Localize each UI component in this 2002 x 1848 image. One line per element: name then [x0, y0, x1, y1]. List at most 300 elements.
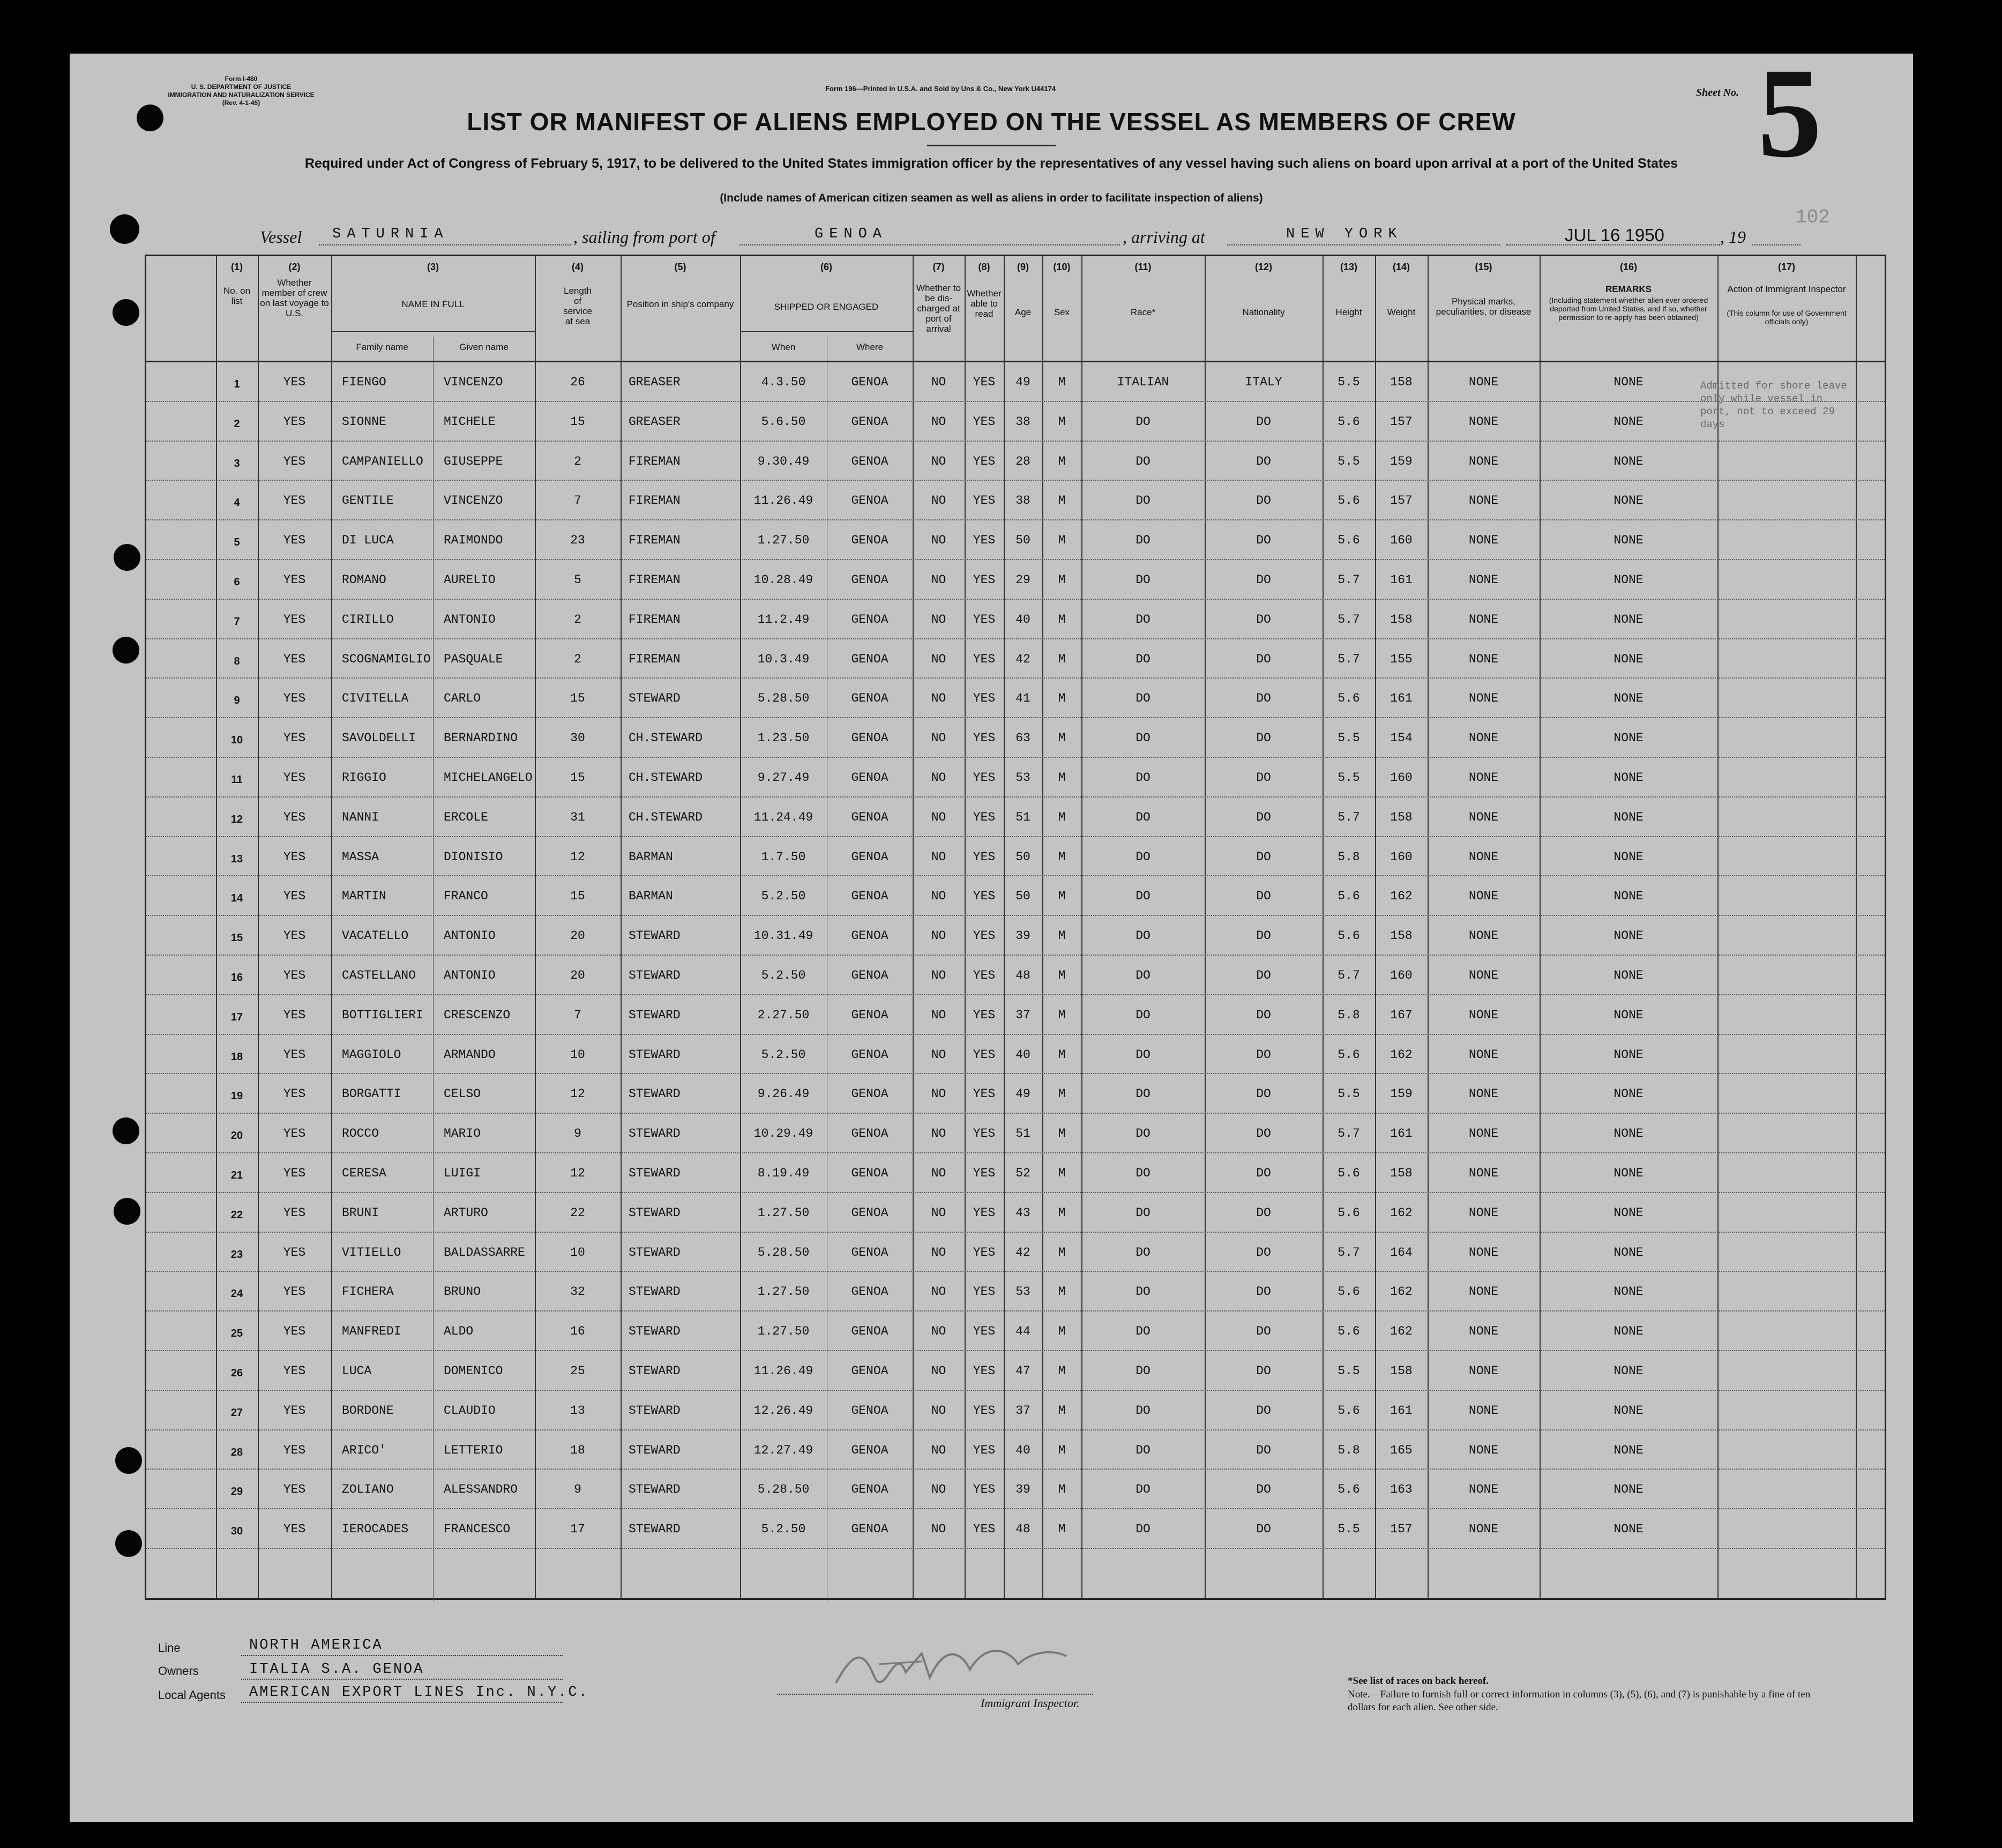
height-cell: 5.5: [1338, 731, 1360, 746]
age-cell: 50: [1015, 889, 1030, 904]
race-cell: DO: [1136, 889, 1151, 904]
last-voyage-cell: YES: [283, 414, 306, 429]
race-cell: DO: [1136, 1166, 1151, 1180]
service-length-cell: 12: [570, 1166, 585, 1180]
shipped-where-cell: GENOA: [851, 1127, 888, 1141]
weight-cell: 161: [1390, 573, 1413, 587]
shipped-when-cell: 5.28.50: [757, 1482, 810, 1497]
last-voyage-cell: YES: [283, 573, 306, 587]
shipped-when-cell: 9.27.49: [757, 771, 810, 785]
column-header-shipped: SHIPPED OR ENGAGED: [774, 302, 879, 312]
height-cell: 5.7: [1338, 652, 1360, 666]
height-cell: 5.6: [1338, 929, 1360, 943]
discharge-cell: NO: [931, 1403, 946, 1418]
table-row: [146, 442, 1885, 481]
height-cell: 5.7: [1338, 612, 1360, 627]
physical-marks-cell: NONE: [1468, 1087, 1499, 1101]
race-cell: DO: [1136, 929, 1151, 943]
weight-cell: 158: [1390, 810, 1413, 824]
column-header-family-name: Family name: [356, 342, 408, 352]
read-cell: YES: [973, 652, 996, 666]
age-cell: 48: [1015, 968, 1030, 982]
nationality-cell: DO: [1256, 494, 1271, 508]
manifest-sheet: [70, 54, 1913, 1822]
line-value: NORTH AMERICA: [249, 1637, 383, 1653]
family-name-cell: MASSA: [342, 850, 379, 864]
table-row: [146, 1153, 1885, 1193]
race-cell: DO: [1136, 968, 1151, 982]
table-row: [146, 560, 1885, 600]
weight-cell: 157: [1390, 1522, 1413, 1537]
last-voyage-cell: YES: [283, 771, 306, 785]
page-subtitle: Required under Act of Congress of February 5, 1917, to be delivered to the United States immigration officer by the representatives of any vessel having such aliens on board upon arrival at a port of the United States: [304, 156, 1678, 171]
shipped-where-cell: GENOA: [851, 1245, 888, 1260]
remarks-cell: NONE: [1613, 1245, 1644, 1260]
age-cell: 38: [1015, 414, 1030, 429]
family-name-cell: SAVOLDELLI: [342, 731, 416, 746]
family-name-cell: CIRILLO: [342, 612, 394, 627]
read-cell: YES: [973, 1087, 996, 1101]
shipped-where-cell: GENOA: [851, 691, 888, 706]
race-cell: DO: [1136, 1205, 1151, 1220]
service-length-cell: 10: [570, 1047, 585, 1062]
family-name-cell: FIENGO: [342, 375, 386, 389]
remarks-cell: NONE: [1613, 494, 1644, 508]
age-cell: 42: [1015, 1245, 1030, 1260]
nationality-cell: DO: [1256, 810, 1271, 824]
last-voyage-cell: YES: [283, 691, 306, 706]
crew-table: [145, 255, 1886, 1600]
last-voyage-cell: YES: [283, 1245, 306, 1260]
shipped-where-cell: GENOA: [851, 1364, 888, 1378]
family-name-cell: ROMANO: [342, 573, 386, 587]
race-cell: DO: [1136, 454, 1151, 468]
weight-cell: 162: [1390, 889, 1413, 904]
height-cell: 5.6: [1338, 1166, 1360, 1180]
service-length-cell: 5: [574, 573, 581, 587]
table-row: [146, 995, 1885, 1035]
given-name-cell: FRANCESCO: [444, 1522, 511, 1537]
age-cell: 47: [1015, 1364, 1030, 1378]
height-cell: 5.6: [1338, 691, 1360, 706]
shipped-when-cell: 1.27.50: [757, 1285, 810, 1299]
family-name-cell: LUCA: [342, 1364, 372, 1378]
race-cell: ITALIAN: [1117, 375, 1169, 389]
position-cell: STEWARD: [629, 691, 681, 706]
physical-marks-cell: NONE: [1468, 1245, 1499, 1260]
service-length-cell: 22: [570, 1205, 585, 1220]
family-name-cell: VACATELLO: [342, 929, 409, 943]
title-underline: [927, 145, 1056, 146]
sex-cell: M: [1058, 494, 1066, 508]
height-cell: 5.5: [1338, 1522, 1360, 1537]
position-cell: FIREMAN: [629, 533, 681, 548]
age-cell: 40: [1015, 1047, 1030, 1062]
row-number: 14: [230, 892, 243, 905]
sex-cell: M: [1058, 889, 1066, 904]
sex-cell: M: [1058, 414, 1066, 429]
shipped-where-cell: GENOA: [851, 533, 888, 548]
sex-cell: M: [1058, 1285, 1066, 1299]
table-row: [146, 1470, 1885, 1509]
given-name-cell: ERCOLE: [444, 810, 488, 824]
family-name-cell: CIVITELLA: [342, 691, 409, 706]
weight-cell: 155: [1390, 652, 1413, 666]
physical-marks-cell: NONE: [1468, 1443, 1499, 1457]
service-length-cell: 12: [570, 850, 585, 864]
age-cell: 51: [1015, 810, 1030, 824]
last-voyage-cell: YES: [283, 810, 306, 824]
race-cell: DO: [1136, 731, 1151, 746]
sex-cell: M: [1058, 810, 1066, 824]
column-number: (14): [1392, 262, 1410, 272]
nationality-cell: DO: [1256, 414, 1271, 429]
position-cell: STEWARD: [629, 1443, 681, 1457]
race-cell: DO: [1136, 1324, 1151, 1339]
weight-cell: 162: [1390, 1205, 1413, 1220]
given-name-cell: ARMANDO: [444, 1047, 496, 1062]
last-voyage-cell: YES: [283, 889, 306, 904]
service-length-cell: 25: [570, 1364, 585, 1378]
age-cell: 48: [1015, 1522, 1030, 1537]
age-cell: 49: [1015, 1087, 1030, 1101]
height-cell: 5.6: [1338, 1403, 1360, 1418]
instruction-note: (Include names of American citizen seamen as well as aliens in order to facilitate inspection of aliens): [720, 192, 1263, 204]
age-cell: 40: [1015, 612, 1030, 627]
position-cell: STEWARD: [629, 1482, 681, 1497]
service-length-cell: 23: [570, 533, 585, 548]
remarks-cell: NONE: [1613, 414, 1644, 429]
shipped-where-cell: GENOA: [851, 1166, 888, 1180]
shipped-where-cell: GENOA: [851, 1443, 888, 1457]
discharge-cell: NO: [931, 652, 946, 666]
nationality-cell: DO: [1256, 652, 1271, 666]
nationality-cell: DO: [1256, 1008, 1271, 1022]
last-voyage-cell: YES: [283, 929, 306, 943]
family-name-cell: BORGATTI: [342, 1087, 401, 1101]
position-cell: FIREMAN: [629, 612, 681, 627]
column-number: (7): [932, 262, 945, 272]
shipped-when-cell: 10.29.49: [753, 1127, 813, 1141]
given-name-cell: DOMENICO: [444, 1364, 503, 1378]
given-name-cell: ALDO: [444, 1324, 474, 1339]
service-length-cell: 32: [570, 1285, 585, 1299]
weight-cell: 164: [1390, 1245, 1413, 1260]
column-header-read: Whether able to read: [967, 288, 1002, 319]
given-name-cell: BERNARDINO: [444, 731, 518, 746]
physical-marks-cell: NONE: [1468, 850, 1499, 864]
column-header-weight: Weight: [1387, 307, 1416, 317]
shipped-where-cell: GENOA: [851, 889, 888, 904]
age-cell: 50: [1015, 850, 1030, 864]
service-length-cell: 31: [570, 810, 585, 824]
table-row: [146, 1351, 1885, 1391]
nationality-cell: DO: [1256, 1047, 1271, 1062]
row-number: 15: [230, 932, 243, 944]
height-cell: 5.6: [1338, 414, 1360, 429]
remarks-cell: NONE: [1613, 691, 1644, 706]
age-cell: 28: [1015, 454, 1030, 468]
penalty-note: Note.—Failure to furnish full or correct information in columns (3), (5), (6), and (7) is punishable by a fine of ten dollars for each alien. See other side.: [1348, 1689, 1811, 1713]
service-length-cell: 7: [574, 1008, 581, 1022]
shipped-where-cell: GENOA: [851, 1047, 888, 1062]
discharge-cell: NO: [931, 1285, 946, 1299]
read-cell: YES: [973, 1522, 996, 1537]
column-number: (12): [1254, 262, 1272, 272]
owners-label: Owners: [158, 1664, 199, 1678]
family-name-cell: ZOLIANO: [342, 1482, 394, 1497]
remarks-cell: NONE: [1613, 1008, 1644, 1022]
read-cell: YES: [973, 968, 996, 982]
weight-cell: 160: [1390, 533, 1413, 548]
physical-marks-cell: NONE: [1468, 691, 1499, 706]
physical-marks-cell: NONE: [1468, 1127, 1499, 1141]
shipped-when-cell: 10.28.49: [753, 573, 813, 587]
column-number: (10): [1053, 262, 1071, 272]
read-cell: YES: [973, 810, 996, 824]
discharge-cell: NO: [931, 1324, 946, 1339]
weight-cell: 158: [1390, 929, 1413, 943]
shipped-when-cell: 1.7.50: [761, 850, 806, 864]
age-cell: 40: [1015, 1443, 1030, 1457]
sex-cell: M: [1058, 1245, 1066, 1260]
last-voyage-cell: YES: [283, 375, 306, 389]
read-cell: YES: [973, 1245, 996, 1260]
discharge-cell: NO: [931, 1522, 946, 1537]
weight-cell: 158: [1390, 1166, 1413, 1180]
table-row: [146, 1272, 1885, 1312]
row-number: 10: [230, 734, 243, 747]
remarks-cell: NONE: [1613, 1047, 1644, 1062]
weight-cell: 161: [1390, 691, 1413, 706]
position-cell: BARMAN: [629, 889, 673, 904]
remarks-cell: NONE: [1613, 1364, 1644, 1378]
nationality-cell: ITALY: [1245, 375, 1282, 389]
service-length-cell: 20: [570, 929, 585, 943]
read-cell: YES: [973, 1285, 996, 1299]
nationality-cell: DO: [1256, 889, 1271, 904]
last-voyage-cell: YES: [283, 1166, 306, 1180]
nationality-cell: DO: [1256, 1166, 1271, 1180]
shipped-where-cell: GENOA: [851, 1522, 888, 1537]
height-cell: 5.6: [1338, 1205, 1360, 1220]
service-length-cell: 18: [570, 1443, 585, 1457]
position-cell: STEWARD: [629, 1127, 681, 1141]
given-name-cell: MARIO: [444, 1127, 481, 1141]
remarks-cell: NONE: [1613, 1324, 1644, 1339]
height-cell: 5.6: [1338, 494, 1360, 508]
given-name-cell: GIUSEPPE: [444, 454, 503, 468]
age-cell: 49: [1015, 375, 1030, 389]
row-number: 13: [230, 853, 243, 865]
height-cell: 5.7: [1338, 1245, 1360, 1260]
discharge-cell: NO: [931, 494, 946, 508]
shipped-where-cell: GENOA: [851, 1205, 888, 1220]
discharge-cell: NO: [931, 533, 946, 548]
discharge-cell: NO: [931, 889, 946, 904]
height-cell: 5.7: [1338, 1127, 1360, 1141]
discharge-cell: NO: [931, 1166, 946, 1180]
row-number: 21: [230, 1169, 243, 1181]
shipped-where-cell: GENOA: [851, 929, 888, 943]
given-name-cell: MICHELE: [444, 414, 496, 429]
age-cell: 39: [1015, 1482, 1030, 1497]
shipped-where-cell: GENOA: [851, 1482, 888, 1497]
last-voyage-cell: YES: [283, 1087, 306, 1101]
shipped-when-cell: 5.2.50: [761, 1522, 806, 1537]
family-name-cell: CERESA: [342, 1166, 386, 1180]
given-name-cell: DIONISIO: [444, 850, 503, 864]
height-cell: 5.5: [1338, 1087, 1360, 1101]
physical-marks-cell: NONE: [1468, 494, 1499, 508]
row-number: 23: [230, 1248, 243, 1261]
sheet-number: 5: [1758, 54, 1822, 184]
height-cell: 5.5: [1338, 454, 1360, 468]
nationality-cell: DO: [1256, 929, 1271, 943]
printer-line: Form 196—Printed in U.S.A. and Sold by Uns & Co., New York U44174: [825, 85, 1056, 93]
family-name-cell: RIGGIO: [342, 771, 386, 785]
sex-cell: M: [1058, 612, 1066, 627]
given-name-cell: LETTERIO: [444, 1443, 503, 1457]
discharge-cell: NO: [931, 454, 946, 468]
row-number: 25: [230, 1328, 243, 1340]
height-cell: 5.7: [1338, 810, 1360, 824]
age-cell: 53: [1015, 771, 1030, 785]
race-cell: DO: [1136, 1285, 1151, 1299]
column-header-last-voyage: Whether member of crew on last voyage to U.S.: [260, 278, 329, 318]
family-name-cell: SIONNE: [342, 414, 386, 429]
height-cell: 5.7: [1338, 573, 1360, 587]
read-cell: YES: [973, 1127, 996, 1141]
column-number: (5): [674, 262, 686, 272]
page-stamp: 102: [1795, 206, 1830, 228]
shipped-where-cell: GENOA: [851, 968, 888, 982]
age-cell: 38: [1015, 494, 1030, 508]
column-header-discharged: Whether to be dis-charged at port of arrival: [916, 283, 961, 334]
shipped-when-cell: 1.27.50: [757, 533, 810, 548]
race-cell: DO: [1136, 1127, 1151, 1141]
last-voyage-cell: YES: [283, 1482, 306, 1497]
family-name-cell: ARICO': [342, 1443, 386, 1457]
physical-marks-cell: NONE: [1468, 771, 1499, 785]
column-header-remarks: REMARKS: [1605, 284, 1652, 294]
age-cell: 29: [1015, 573, 1030, 587]
weight-cell: 162: [1390, 1047, 1413, 1062]
vessel-value: SATURNIA: [332, 226, 449, 242]
shipped-where-cell: GENOA: [851, 850, 888, 864]
column-number: (3): [427, 262, 439, 272]
sex-cell: M: [1058, 1364, 1066, 1378]
row-number: 17: [230, 1011, 243, 1023]
nationality-cell: DO: [1256, 691, 1271, 706]
remarks-cell: NONE: [1613, 1087, 1644, 1101]
discharge-cell: NO: [931, 1364, 946, 1378]
nationality-cell: DO: [1256, 1245, 1271, 1260]
punch-hole: [113, 299, 139, 326]
table-row: [146, 798, 1885, 837]
shipped-where-cell: GENOA: [851, 414, 888, 429]
weight-cell: 162: [1390, 1324, 1413, 1339]
row-number: 4: [234, 497, 240, 509]
read-cell: YES: [973, 1324, 996, 1339]
column-number: (11): [1134, 262, 1152, 272]
sex-cell: M: [1058, 533, 1066, 548]
shore-leave-stamp: Admitted for shore leave only while vessel in port, not to exceed 29 days: [1700, 380, 1847, 430]
race-cell: DO: [1136, 1245, 1151, 1260]
sex-cell: M: [1058, 1127, 1066, 1141]
shipped-when-cell: 11.26.49: [753, 494, 813, 508]
table-row: [146, 1233, 1885, 1272]
remarks-cell: NONE: [1613, 573, 1644, 587]
remarks-cell: NONE: [1613, 1482, 1644, 1497]
shipped-when-cell: 8.19.49: [757, 1166, 810, 1180]
physical-marks-cell: NONE: [1468, 1047, 1499, 1062]
inspector-label: Immigrant Inspector.: [981, 1696, 1080, 1710]
position-cell: STEWARD: [629, 929, 681, 943]
row-number: 11: [231, 774, 243, 786]
shipped-where-cell: GENOA: [851, 494, 888, 508]
family-name-cell: NANNI: [342, 810, 379, 824]
service-length-cell: 15: [570, 771, 585, 785]
position-cell: STEWARD: [629, 1522, 681, 1537]
remarks-cell: NONE: [1613, 375, 1644, 389]
row-number: 29: [230, 1486, 243, 1498]
race-cell: DO: [1136, 612, 1151, 627]
nationality-cell: DO: [1256, 533, 1271, 548]
sex-cell: M: [1058, 573, 1066, 587]
position-cell: CH.STEWARD: [629, 731, 703, 746]
punch-hole: [114, 1198, 140, 1225]
height-cell: 5.5: [1338, 771, 1360, 785]
physical-marks-cell: NONE: [1468, 810, 1499, 824]
family-name-cell: MARTIN: [342, 889, 386, 904]
voyage-line: [70, 220, 1913, 252]
shipped-when-cell: 1.27.50: [757, 1205, 810, 1220]
nationality-cell: DO: [1256, 1443, 1271, 1457]
shipped-when-cell: 10.3.49: [757, 652, 810, 666]
row-number: 9: [234, 695, 240, 707]
sex-cell: M: [1058, 771, 1066, 785]
nationality-cell: DO: [1256, 454, 1271, 468]
agents-label: Local Agents: [158, 1688, 226, 1702]
position-cell: STEWARD: [629, 1285, 681, 1299]
sex-cell: M: [1058, 1324, 1066, 1339]
column-number: (9): [1017, 262, 1029, 272]
height-cell: 5.6: [1338, 1285, 1360, 1299]
last-voyage-cell: YES: [283, 1285, 306, 1299]
shipped-where-cell: GENOA: [851, 573, 888, 587]
discharge-cell: NO: [931, 731, 946, 746]
given-name-cell: ALESSANDRO: [444, 1482, 518, 1497]
shipped-when-cell: 11.24.49: [753, 810, 813, 824]
sex-cell: M: [1058, 1166, 1066, 1180]
race-cell: DO: [1136, 771, 1151, 785]
height-cell: 5.8: [1338, 1008, 1360, 1022]
last-voyage-cell: YES: [283, 968, 306, 982]
service-length-cell: 30: [570, 731, 585, 746]
age-cell: 44: [1015, 1324, 1030, 1339]
position-cell: FIREMAN: [629, 454, 681, 468]
shipped-when-cell: 5.6.50: [761, 414, 806, 429]
weight-cell: 159: [1390, 1087, 1413, 1101]
arriving-at-value: NEW YORK: [1286, 226, 1403, 242]
column-header-name: NAME IN FULL: [401, 299, 465, 309]
age-cell: 37: [1015, 1403, 1030, 1418]
height-cell: 5.6: [1338, 533, 1360, 548]
weight-cell: 161: [1390, 1403, 1413, 1418]
table-row: [146, 481, 1885, 520]
read-cell: YES: [973, 612, 996, 627]
